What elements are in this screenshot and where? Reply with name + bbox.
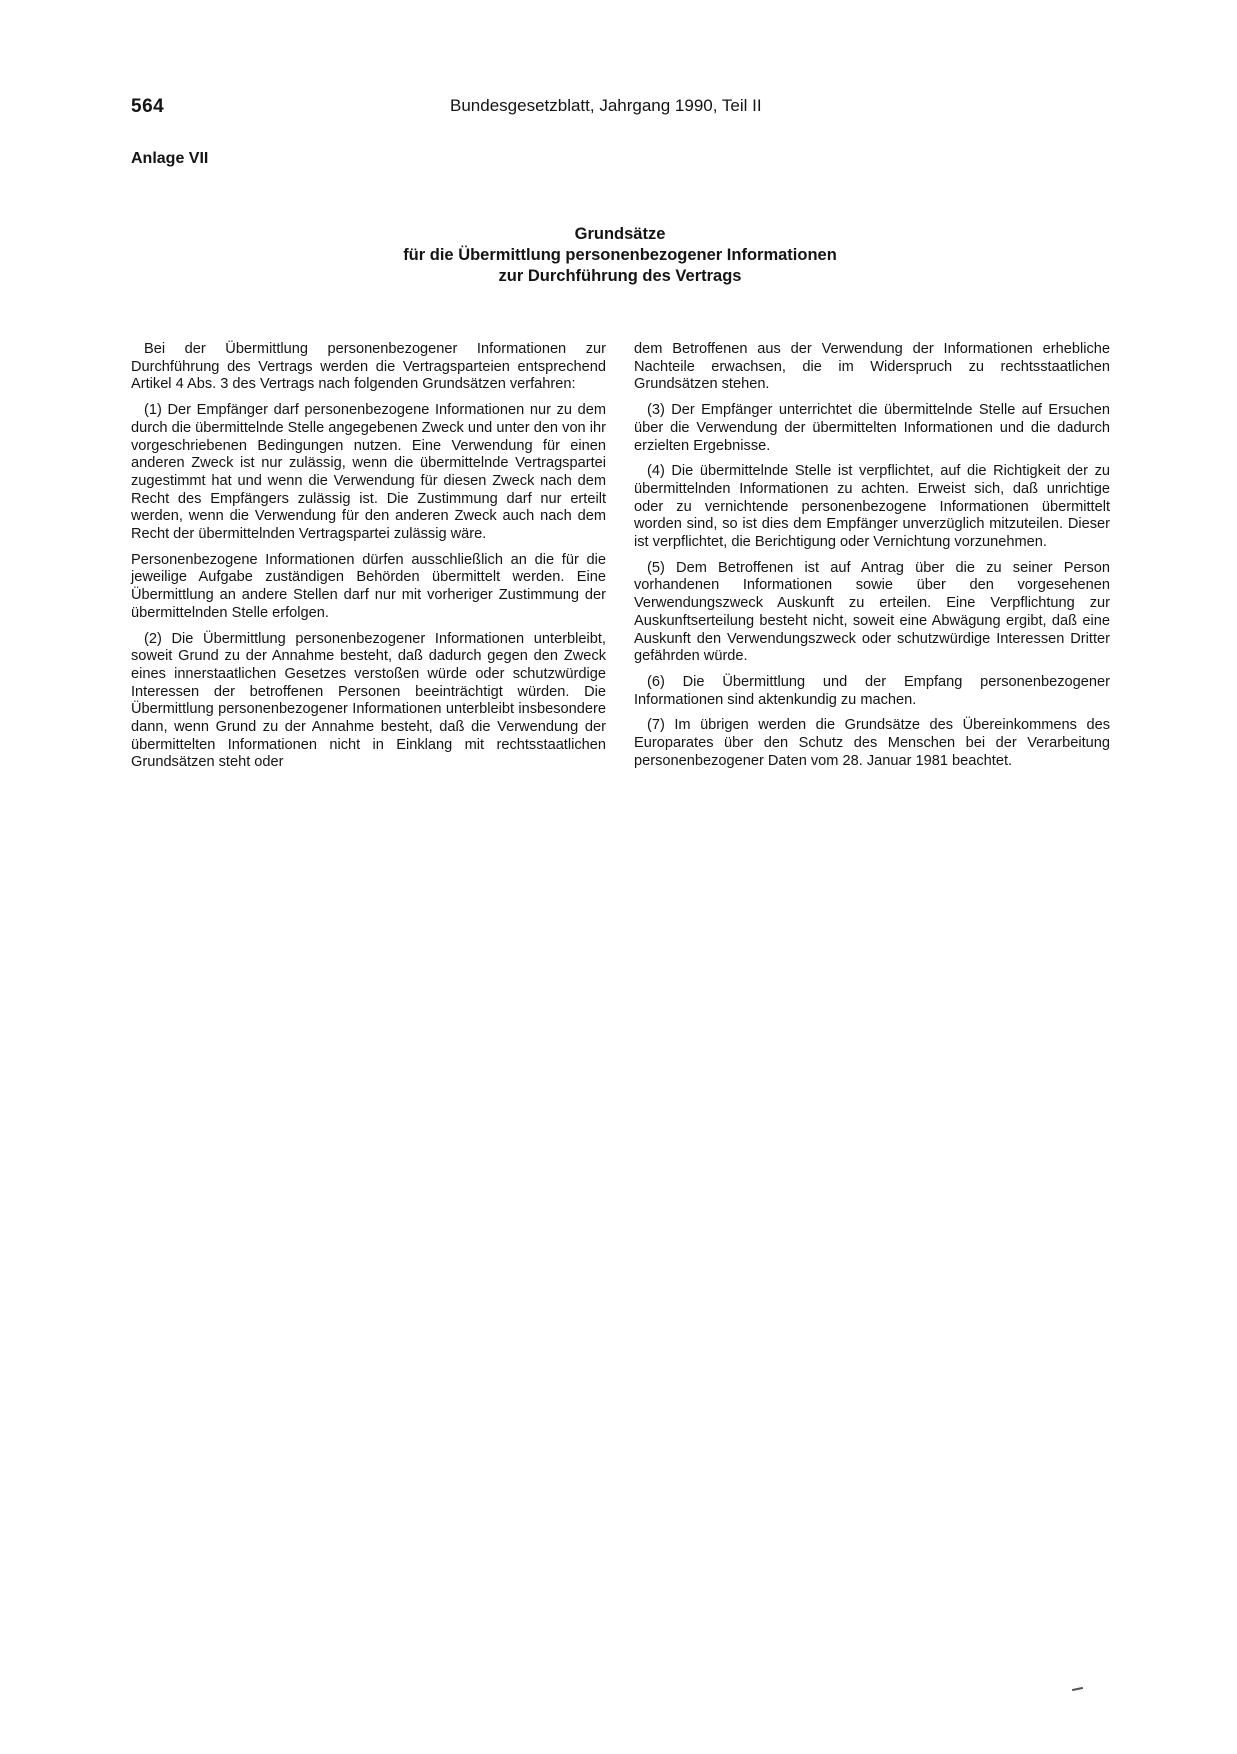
margin-mark — [1072, 1687, 1083, 1691]
paragraph-2: (2) Die Übermittlung personenbezogener Informationen unterbleibt, soweit Grund zu der Annahme besteht, daß dadurch gegen den Zweck eines innerstaatlichen Gesetzes verstoßen würde oder schutzwürdige Interessen der betroffenen Personen beeinträchtigt würden. Die Übermittlung personenbezogener Informationen unterbleibt insbesondere dann, wenn Grund zu der Annahme besteht, daß die Verwendung der übermittelten Informationen nicht in Einklang mit rechtsstaatlichen Grundsätzen steht oder — [131, 630, 606, 771]
annex-label: Anlage VII — [131, 150, 209, 167]
paragraph-5: (5) Dem Betroffenen ist auf Antrag über die zu seiner Person vorhandenen Informationen sowie über den vorgesehenen Verwendungszweck Auskunft zu erteilen. Eine Verpflichtung zur Auskunftserteilung besteht nicht, soweit eine Abwägung ergibt, daß eine Auskunft den Verwendungszweck oder schutzwürdige Interessen Dritter gefährden würde. — [634, 559, 1110, 665]
paragraph-1-continued: Personenbezogene Informationen dürfen ausschließlich an die für die jeweilige Aufgabe zuständigen Behörden übermittelt werden. Eine Übermittlung an andere Stellen darf nur mit vorheriger Zustimmung der übermittelnden Stelle erfolgen. — [131, 551, 606, 621]
paragraph-1: (1) Der Empfänger darf personenbezogene Informationen nur zu dem durch die übermittelnde Stelle angegebenen Zweck und unter den von ihr vorgeschriebenen Bedingungen nutzen. Eine Verwendung für einen anderen Zweck ist nur zulässig, wenn die übermittelnde Vertragspartei zugestimmt hat und wenn die Verwendung für diesen Zweck nach dem Recht des Empfängers zulässig ist. Die Zustimmung darf nur erteilt werden, wenn die Verwendung für den anderen Zweck auch nach dem Recht der übermittelnden Vertragspartei zulässig wäre. — [131, 402, 606, 543]
intro-paragraph: Bei der Übermittlung personenbezogener Informationen zur Durchführung des Vertrags werden die Vertragsparteien entsprechend Artikel 4 Abs. 3 des Vertrags nach folgenden Grundsätzen verfahren: — [131, 341, 606, 393]
title-line-3: zur Durchführung des Vertrags — [498, 267, 742, 285]
paragraph-4: (4) Die übermittelnde Stelle ist verpflichtet, auf die Richtigkeit der zu übermittelnden Informationen zu achten. Erweist sich, daß unrichtige oder zu vernichtende personenbezogene Informationen übermittelt worden sind, so ist dies dem Empfänger unverzüglich mitzuteilen. Dieser ist verpflichtet, die Berichtigung oder Vernichtung vorzunehmen. — [634, 463, 1110, 551]
title-line-1: Grundsätze — [574, 225, 666, 243]
left-column — [131, 341, 606, 780]
running-header: Bundesgesetzblatt, Jahrgang 1990, Teil II — [450, 96, 762, 115]
right-column — [634, 341, 1110, 778]
page-number: 564 — [131, 96, 165, 117]
document-title — [300, 224, 940, 287]
paragraph-6: (6) Die Übermittlung und der Empfang personenbezogener Informationen sind aktenkundig zu machen. — [634, 673, 1110, 708]
title-line-2: für die Übermittlung personenbezogener Informationen — [403, 246, 837, 264]
paragraph-2-continued: dem Betroffenen aus der Verwendung der Informationen erhebliche Nachteile erwachsen, die im Widerspruch zu rechtsstaatlichen Grundsätzen stehen. — [634, 341, 1110, 393]
paragraph-3: (3) Der Empfänger unterrichtet die übermittelnde Stelle auf Ersuchen über die Verwendung der übermittelten Informationen und die dadurch erzielten Ergebnisse. — [634, 402, 1110, 454]
paragraph-7: (7) Im übrigen werden die Grundsätze des Übereinkommens des Europarates über den Schutz des Menschen bei der Verarbeitung personenbezogener Daten vom 28. Januar 1981 beachtet. — [634, 717, 1110, 769]
